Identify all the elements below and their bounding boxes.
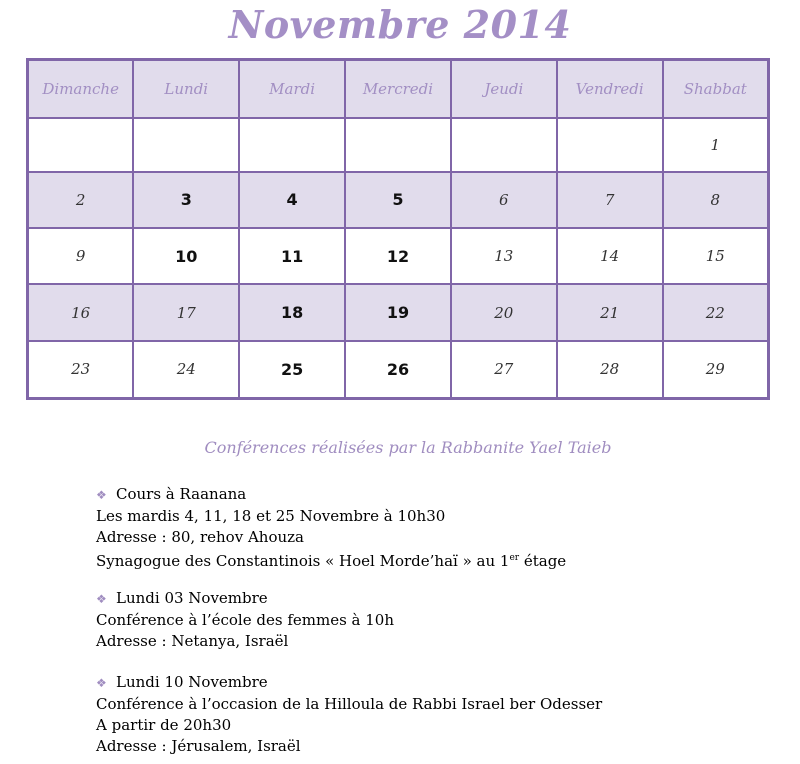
calendar-day-cell: 2 [28, 172, 134, 228]
calendar-day-cell: 17 [133, 284, 239, 340]
calendar-week-row [28, 228, 769, 284]
diamond-bullet-icon: ❖ [96, 592, 107, 606]
calendar-day-cell: 8 [663, 172, 769, 228]
bullet-text: Lundi 10 Novembre [116, 673, 268, 691]
weekday-header: Shabbat [663, 60, 769, 119]
bullet-line [96, 588, 394, 610]
note-line: Adresse : Jérusalem, Israël [96, 737, 301, 755]
calendar-day-cell: 1 [663, 118, 769, 172]
note-line: Les mardis 4, 11, 18 et 25 Novembre à 10h30 [96, 507, 446, 525]
note-line: Adresse : Netanya, Israël [96, 632, 289, 650]
weekday-header: Mercredi [345, 60, 451, 119]
calendar-empty-cell [345, 118, 451, 172]
calendar-day-cell: 12 [345, 228, 451, 284]
conference-notes [0, 438, 800, 457]
diamond-bullet-icon: ❖ [96, 676, 107, 690]
calendar-day-cell: 11 [239, 228, 345, 284]
calendar-day-cell: 14 [557, 228, 663, 284]
calendar-day-cell: 16 [28, 284, 134, 340]
note-line: Conférence à l’occasion de la Hilloula de Rabbi Israel ber Odesser [96, 695, 603, 713]
conference-block-raanana [96, 484, 566, 572]
calendar-day-cell: 10 [133, 228, 239, 284]
calendar-day-cell: 29 [663, 341, 769, 399]
weekday-header: Vendredi [557, 60, 663, 119]
bullet-text: Lundi 03 Novembre [116, 589, 268, 607]
calendar-day-cell: 9 [28, 228, 134, 284]
bullet-line [96, 672, 602, 694]
weekday-header: Lundi [133, 60, 239, 119]
notes-heading: Conférences réalisées par la Rabbanite Yael Taieb [204, 438, 612, 457]
calendar-day-cell: 6 [451, 172, 557, 228]
calendar-day-cell: 7 [557, 172, 663, 228]
calendar-day-cell: 15 [663, 228, 769, 284]
calendar-day-cell: 5 [345, 172, 451, 228]
calendar-day-cell: 24 [133, 341, 239, 399]
weekday-header-row [28, 60, 769, 119]
calendar-day-cell: 3 [133, 172, 239, 228]
weekday-header: Mardi [239, 60, 345, 119]
calendar-day-cell: 19 [345, 284, 451, 340]
calendar-day-cell: 18 [239, 284, 345, 340]
page-title: Novembre 2014 [228, 2, 572, 47]
calendar-day-cell: 20 [451, 284, 557, 340]
calendar-empty-cell [451, 118, 557, 172]
calendar-week-row [28, 172, 769, 228]
weekday-header: Jeudi [451, 60, 557, 119]
calendar-day-cell: 27 [451, 341, 557, 399]
bullet-text: Cours à Raanana [116, 485, 247, 503]
weekday-header: Dimanche [28, 60, 134, 119]
calendar-day-cell: 4 [239, 172, 345, 228]
calendar-week-row [28, 118, 769, 172]
calendar-day-cell: 26 [345, 341, 451, 399]
calendar-empty-cell [239, 118, 345, 172]
conference-block-jerusalem [96, 672, 602, 757]
calendar-empty-cell [557, 118, 663, 172]
calendar-table [26, 58, 770, 400]
note-line: Synagogue des Constantinois « Hoel Morde’haï » au 1er étage [96, 552, 567, 570]
calendar-day-cell: 13 [451, 228, 557, 284]
calendar-week-row [28, 284, 769, 340]
calendar-day-cell: 23 [28, 341, 134, 399]
calendar-week-row [28, 341, 769, 399]
calendar-day-cell: 22 [663, 284, 769, 340]
note-line: Conférence à l’école des femmes à 10h [96, 611, 395, 629]
conference-block-netanya [96, 588, 394, 652]
bullet-line [96, 484, 566, 506]
calendar-empty-cell [133, 118, 239, 172]
note-line: A partir de 20h30 [96, 716, 232, 734]
calendar-day-cell: 28 [557, 341, 663, 399]
calendar-empty-cell [28, 118, 134, 172]
note-line: Adresse : 80, rehov Ahouza [96, 528, 304, 546]
calendar-day-cell: 21 [557, 284, 663, 340]
calendar-day-cell: 25 [239, 341, 345, 399]
diamond-bullet-icon: ❖ [96, 488, 107, 502]
